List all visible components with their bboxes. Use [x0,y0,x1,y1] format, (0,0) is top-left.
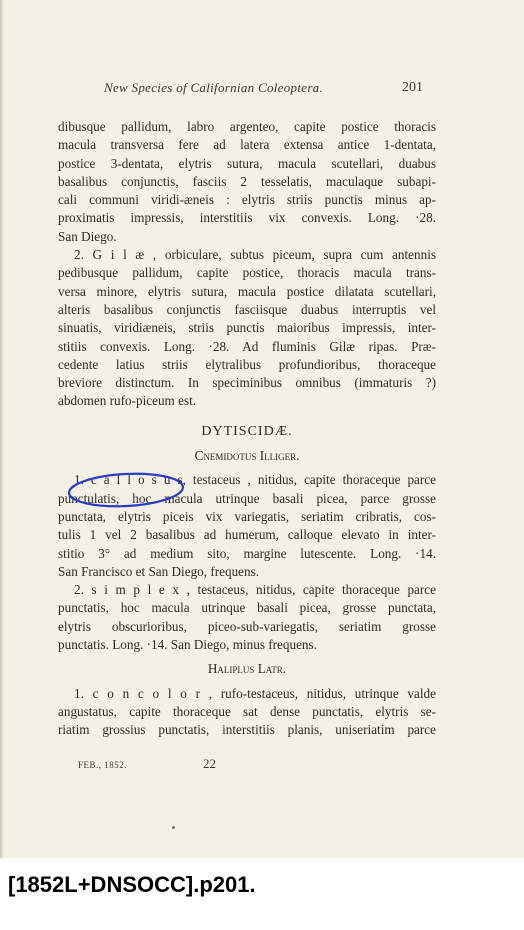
text-line: cali communi viridi-æneis : elytris striis punctis minus ap- [58,192,436,208]
footer-date: FEB., 1852. [78,760,128,770]
text-line: sinuatis, viridiæneis, striis punctis maioribus impressis, inter- [58,320,436,336]
section-title: DYTISCIDÆ. [201,423,293,439]
text-line: stitiis convexis. Long. ·28. Ad fluminis Gilæ ripas. Præ- [58,338,436,354]
text-line: San Diego. [58,228,117,244]
running-head: New Species of Californian Coleoptera. [104,80,324,95]
text-line: 1. c o n c o l o r , rufo-testaceus, nitidus, utrinque valde [74,685,436,701]
signature-mark: 22 [203,756,216,771]
text-line: punctulatis, hoc macula utrinque basali picea, parce grosse [58,490,436,506]
text-line: 2. s i m p l e x , testaceus, nitidus, capite thoraceque parce [74,582,436,598]
text-line: alteris basalibus conjunctis fasciisque duabus interruptis vel [58,301,436,317]
text-line: 2. G i l æ , orbiculare, subtus piceum, supra cum antennis [74,247,436,263]
text-line: San Francisco et San Diego, frequens. [58,563,260,579]
text-line: 1. c a l l o s u s, testaceus , nitidus, capite thoraceque parce [74,472,436,488]
text-line: pedibusque pallidum, capite postice, thoracis macula trans- [58,265,436,281]
text-line: versa minore, elytris sutura, macula postice dilatata scutellari, [58,283,436,299]
page-number: 201 [402,80,423,95]
annotation-ellipse [68,471,184,509]
genus-heading: Cnemidotus Illiger. [194,448,300,464]
text-line: breviore distinctum. In speciminibus omnibus (immaturis ?) [58,375,436,391]
text-line: proximatis impressis, interstitiis vix convexis. Long. ·28. [58,210,436,226]
image-caption: [1852L+DNSOCC].p201. [8,872,256,897]
text-line: angustatus, capite thoraceque sat dense punctatis, elytris se- [58,703,436,719]
text-line: riatim grossius punctatis, interstitiis planis, uniseriatim parce [58,722,436,738]
text-line: abdomen rufo-piceum est. [58,393,197,409]
text-line: punctata, elytris piceis vix variegatis, seriatim cribratis, cos- [58,508,436,524]
text-line: elytris obscurioribus, piceo-sub-variegatis, seriatim grosse [58,618,436,634]
text-line: basalibus conjunctis, fasciis 2 tesselatis, maculaque subapi- [58,173,436,189]
genus-heading: Haliplus Latr. [207,661,287,677]
text-line: macula transversa fere ad latera extensa antice 1-dentata, [58,137,436,153]
text-line: cedente latius striis elytralibus profundioribus, thoraceque [58,356,436,372]
text-line: tulis 1 vel 2 basalibus ad humerum, calloque elevato in inter- [58,527,436,543]
text-line: punctatis. Long. ·14. San Diego, minus frequens. [58,637,317,653]
text-line: stitio 3° ad medium sito, margine lutescente. Long. ·14. [58,545,436,561]
text-line: dibusque pallidum, labro argenteo, capite postice thoracis [58,119,436,134]
text-line: punctatis, hoc macula utrinque basali picea, grosse punctata, [58,600,436,616]
text-line: postice 3-dentata, elytris sutura, macula scutellari, duabus [58,155,436,171]
